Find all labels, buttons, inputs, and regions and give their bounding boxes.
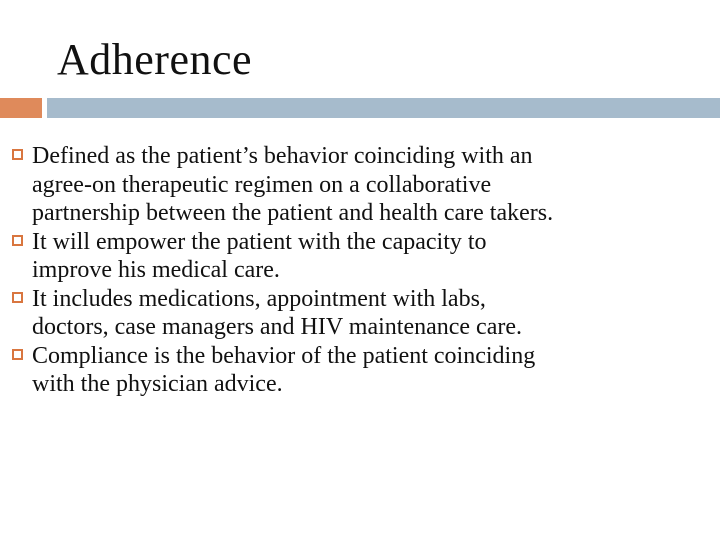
hollow-square-bullet-icon	[12, 149, 23, 160]
title-rule-bar	[47, 98, 720, 118]
bullet-line: It will empower the patient with the capacity to	[32, 228, 487, 255]
bullet-line: partnership between the patient and health care takers.	[32, 200, 554, 226]
bullet-line: It includes medications, appointment with labs,	[32, 285, 486, 312]
bullet-list	[0, 142, 720, 399]
bullet-line: Compliance is the behavior of the patient coinciding	[32, 342, 536, 369]
hollow-square-bullet-icon	[12, 235, 23, 246]
bullet-line: agree-on therapeutic regimen on a collaborative	[32, 171, 492, 198]
hollow-square-bullet-icon	[12, 349, 23, 360]
bullet-item-compliance	[0, 342, 720, 399]
title-accent-bar	[0, 98, 42, 118]
bullet-line: Defined as the patient’s behavior coinciding with an	[32, 143, 533, 169]
bullet-item-definition	[0, 142, 720, 228]
bullet-item-empowerment	[0, 228, 720, 285]
bullet-item-scope	[0, 285, 720, 342]
bullet-line: with the physician advice.	[32, 371, 283, 397]
slide-title: Adherence	[57, 35, 253, 84]
bullet-line: doctors, case managers and HIV maintenance care.	[32, 314, 522, 340]
hollow-square-bullet-icon	[12, 292, 23, 303]
bullet-line: improve his medical care.	[32, 257, 280, 283]
